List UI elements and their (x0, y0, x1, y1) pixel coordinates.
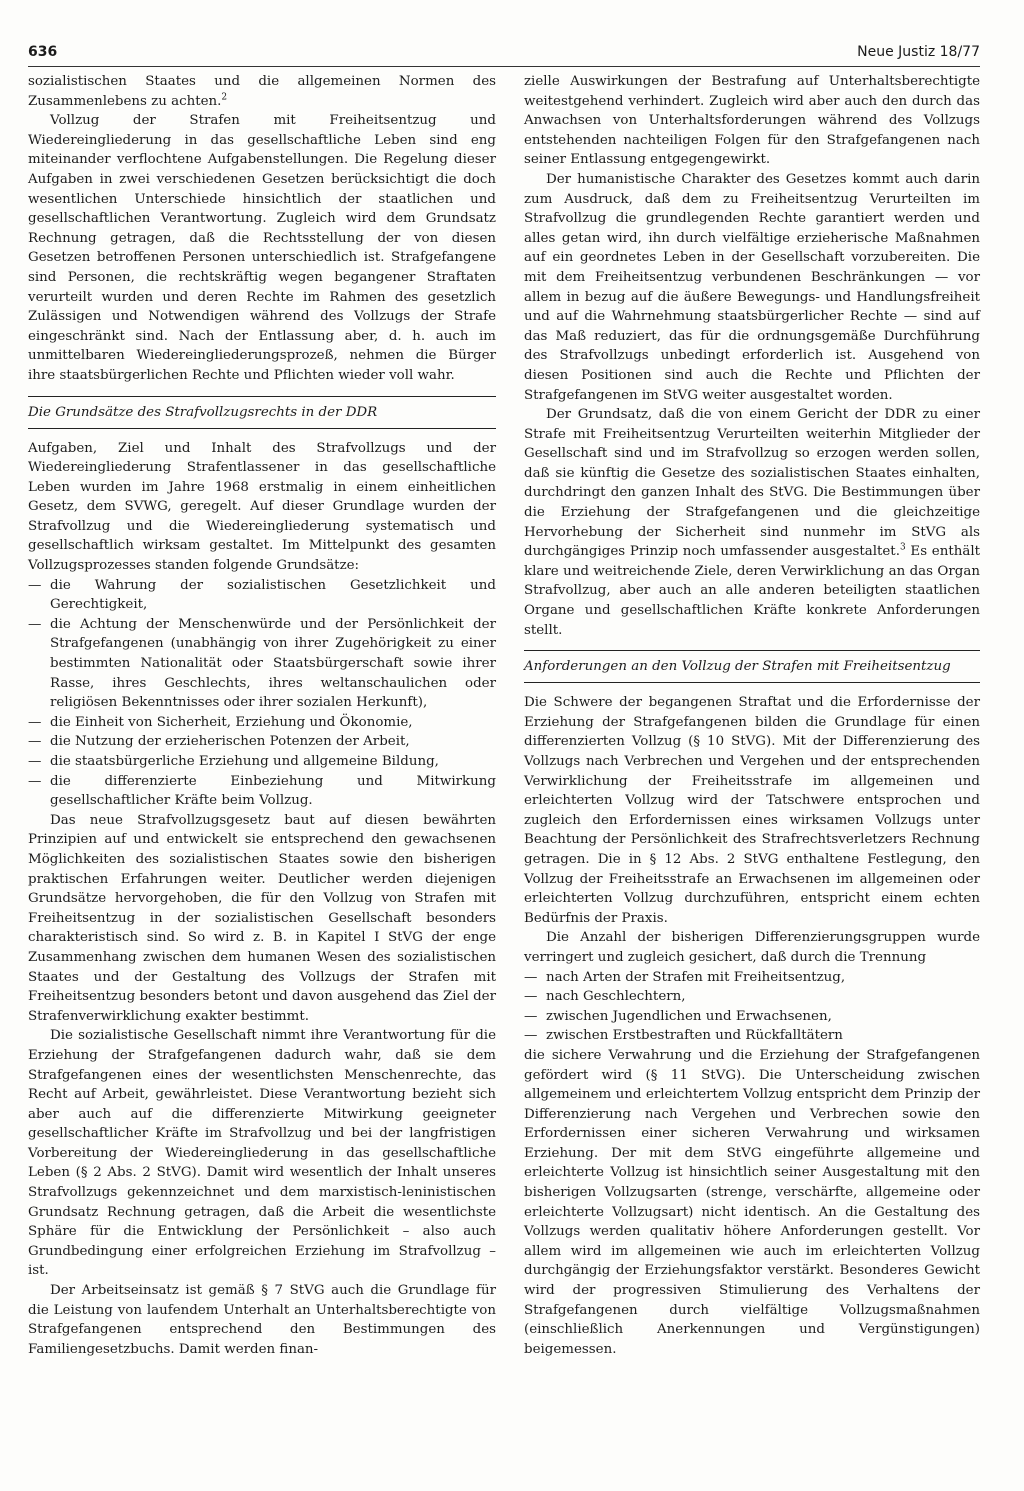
paragraph: Vollzug der Strafen mit Freiheitsentzug und Wiedereingliederung in das gesellschaftliche Leben sind eng miteinander verflochtene Aufgabenstellungen. Die Regelung dieser Aufgaben in zwei verschiedenen Gesetzen berücksichtigt die doch wesentlichen Unterschiede hinsichtlich der staatlichen und gesellschaftlichen Verantwortung. Zugleich wird dem Grundsatz Rechnung getragen, daß die Rechtsstellung der von diesen Gesetzen betroffenen Personen unterschiedlich ist. Strafgefangene sind Personen, die rechtskräftig wegen begangener Straftaten verurteilt wurden und deren Rechte im Rahmen des gesetzlich Zulässigen und Notwendigen während des Vollzugs der Strafe eingeschränkt sind. Nach der Entlassung aber, d. h. auch im unmittelbaren Wiedereingliederungsprozeß, nehmen die Bürger ihre staatsbürgerlichen Rechte und Pflichten wieder voll wahr. (28, 113, 496, 383)
separation-list (524, 968, 980, 1046)
section-heading: Anforderungen an den Vollzug der Strafen mit Freiheitsentzug (524, 650, 980, 683)
right-column (524, 72, 980, 1359)
paragraph: zielle Auswirkungen der Bestrafung auf Unterhaltsberechtigte weitestgehend verhindert. Zugleich wird aber auch den durch das Anwachsen von Unterhaltsforderungen während des Vollzugs entstehenden nachteiligen Folgen für den Strafgefangenen nach seiner Entlassung entgegengewirkt. (524, 74, 980, 168)
list-item: — die staatsbürgerliche Erziehung und allgemeine Bildung, (28, 752, 496, 772)
list-item: — zwischen Jugendlichen und Erwachsenen, (524, 1007, 980, 1027)
journal-issue: Neue Justiz 18/77 (857, 44, 980, 60)
list-item: — die Einheit von Sicherheit, Erziehung und Ökonomie, (28, 713, 496, 733)
paragraph: Das neue Strafvollzugsgesetz baut auf diesen bewährten Prinzipien auf und entwickelt sie entsprechend den gewachsenen Möglichkeiten des sozialistischen Staates sowie den bisherigen praktischen Erfahrungen weiter. Deutlicher werden diejenigen Grundsätze hervorgehoben, die für den Vollzug von Strafen mit Freiheitsentzug in der sozialistischen Gesellschaft besonders charakteristisch sind. So wird z. B. in Kapitel I StVG der enge Zusammenhang zwischen dem humanen Wesen des sozialistischen Staates und der Gestaltung des Vollzugs der Strafen mit Freiheitsentzug besonders betont und davon ausgehend das Ziel der Strafenverwirklichung exakter bestimmt. (28, 812, 496, 1024)
paragraph: Der humanistische Charakter des Gesetzes kommt auch darin zum Ausdruck, daß dem zu Freiheitsentzug Verurteilten im Strafvollzug die grundlegenden Rechte garantiert werden und alles getan wird, ihn durch vielfältige erzieherische Maßnahmen auf ein geordnetes Leben in der Gesellschaft vorzubereiten. Die mit dem Freiheitsentzug verbundenen Beschränkungen — vor allem in bezug auf die äußere Bewegungs- und Handlungsfreiheit und auf die Wahrnehmung staatsbürgerlicher Rechte — sind auf das Maß reduziert, das für die ordnungsgemäße Durchführung des Strafvollzugs unbedingt erforderlich ist. Ausgehend von diesen Positionen sind auch die Rechte und Pflichten der Strafgefangenen im StVG weiter ausgestaltet worden. (524, 171, 980, 403)
paragraph: Der Grundsatz, daß die von einem Gericht der DDR zu einer Strafe mit Freiheitsentzug Verurteilten weiterhin Mitglieder der Gesellschaft sind und im Strafvollzug so erzogen werden sollen, daß sie künftig die Gesetze des sozialistischen Staates einhalten, durchdringt den ganzen Inhalt des StVG. Die Bestimmungen über die Erziehung der Strafgefangenen und die gleichzeitige Hervorhebung der Sicherheit sind nunmehr im StVG als durchgängiges Prinzip noch umfassender ausgestaltet.$^3$ Es enthält klare und weitreichende Ziele, deren Verwirklichung an das Organ Strafvollzug, aber auch an alle anderen beteiligten staatlichen Organe und gesellschaftlichen Kräfte konkrete Anforderungen stellt. (524, 407, 980, 638)
paragraph: die sichere Verwahrung und die Erziehung der Strafgefangenen gefördert wird (§ 11 StVG). Die Unterscheidung zwischen allgemeinem und erleichtertem Vollzug entspricht dem Prinzip der Differenzierung nach Vergehen und Verbrechen sowie den Erfordernissen einer sicheren Verwahrung und wirksamen Erziehung. Der mit dem StVG eingeführte allgemeine und erleichterte Vollzug ist hinsichtlich seiner Ausgestaltung mit den bisherigen Vollzugsarten (strenge, verschärfte, allgemeine oder erleichterte Vollzugsart) nicht identisch. An die Gestaltung des Vollzugs werden qualitativ höhere Anforderungen gestellt. Vor allem wird im allgemeinen wie auch im erleichterten Vollzug durchgängig der Erziehungsfaktor verstärkt. Besonderes Gewicht wird der progressiven Stimulierung des Verhaltens der Strafgefangenen durch vielfältige Vollzugsmaßnahmen (einschließlich Anerkennungen und Vergünstigungen) beigemessen. (524, 1047, 980, 1357)
paragraph: Der Arbeitseinsatz ist gemäß § 7 StVG auch die Grundlage für die Leistung von laufendem Unterhalt an Unterhaltsberechtigte von Strafgefangenen entsprechend den Bestimmungen des Familiengesetzbuchs. Damit werden finan- (28, 1283, 496, 1357)
list-item: — nach Geschlechtern, (524, 987, 980, 1007)
paragraph: Aufgaben, Ziel und Inhalt des Strafvollzugs und der Wiedereingliederung Strafentlassener in das gesellschaftliche Leben wurden im Jahre 1968 erstmalig in einem einheitlichen Gesetz, dem SVWG, geregelt. Auf dieser Grundlage wurden der Strafvollzug und die Wiedereingliederung systematisch und gesellschaftlich wirksam gestaltet. Im Mittelpunkt des gesamten Vollzugsprozesses standen folgende Grundsätze: (28, 440, 496, 574)
footnote-ref: 3 (899, 542, 906, 553)
left-column (28, 72, 496, 1359)
footnote-ref: 2 (221, 92, 228, 103)
list-item: — die Wahrung der sozialistischen Gesetzlichkeit und Gerechtigkeit, (28, 576, 496, 615)
page-number: 636 (28, 44, 58, 60)
list-item: — die Achtung der Menschenwürde und der Persönlichkeit der Strafgefangenen (unabhängig von ihrer Zugehörigkeit zu einer bestimmten Nationalität oder Staatsbürgerschaft sowie ihrer Rasse, ihres Geschlechts, ihres weltanschaulichen oder religiösen Bekenntnisses oder ihrer sozialen Herkunft), (28, 615, 496, 713)
paragraph: sozialistischen Staates und die allgemeinen Normen des Zusammenlebens zu achten.$^2$ (28, 74, 496, 109)
principles-list (28, 576, 496, 811)
list-item: — die differenzierte Einbeziehung und Mitwirkung gesellschaftlicher Kräfte beim Vollzug. (28, 772, 496, 811)
list-item: — nach Arten der Strafen mit Freiheitsentzug, (524, 968, 980, 988)
paragraph: Die Schwere der begangenen Straftat und die Erfordernisse der Erziehung der Strafgefangenen bilden die Grundlage für einen differenzierten Vollzug (§ 10 StVG). Mit der Differenzierung des Vollzugs nach Verbrechen und Vergehen und der entsprechenden Verwirklichung der Freiheitsstrafe im allgemeinen und erleichterten Vollzug wird der Tatschwere entsprochen und zugleich den Erfordernissen eines wirksamen Vollzugs unter Beachtung der Persönlichkeit des Strafrechtsverletzers Rechnung getragen. Die in § 12 Abs. 2 StVG enthaltene Festlegung, den Vollzug der Freiheitsstrafe an Erwachsenen im allgemeinen oder erleichterten Vollzug durchzuführen, entspricht einem echten Bedürfnis der Praxis. (524, 695, 980, 926)
list-item: — die Nutzung der erzieherischen Potenzen der Arbeit, (28, 732, 496, 752)
section-heading: Die Grundsätze des Strafvollzugsrechts in der DDR (28, 396, 496, 429)
list-item: — zwischen Erstbestraften und Rückfalltätern (524, 1026, 980, 1046)
paragraph: Die sozialistische Gesellschaft nimmt ihre Verantwortung für die Erziehung der Strafgefangenen dadurch wahr, daß sie dem Strafgefangenen eines der wesentlichsten Menschenrechte, das Recht auf Arbeit, gewährleistet. Diese Verantwortung bezieht sich aber auch auf die differenzierte Mitwirkung geeigneter gesellschaftlicher Kräfte im Strafvollzug und bei der langfristigen Vorbereitung der Wiedereingliederung in das gesellschaftliche Leben (§ 2 Abs. 2 StVG). Damit wird wesentlich der Inhalt unseres Strafvollzugs gekennzeichnet und dem marxistisch-leninistischen Grundsatz Rechnung getragen, daß die Arbeit die wesentlichste Sphäre für die Entwicklung der Persönlichkeit – also auch Grundbedingung einer erfolgreichen Erziehung im Strafvollzug – ist. (28, 1028, 496, 1279)
paragraph: Die Anzahl der bisherigen Differenzierungsgruppen wurde verringert und zugleich gesichert, daß durch die Trennung (524, 930, 980, 965)
page-header (28, 44, 980, 67)
